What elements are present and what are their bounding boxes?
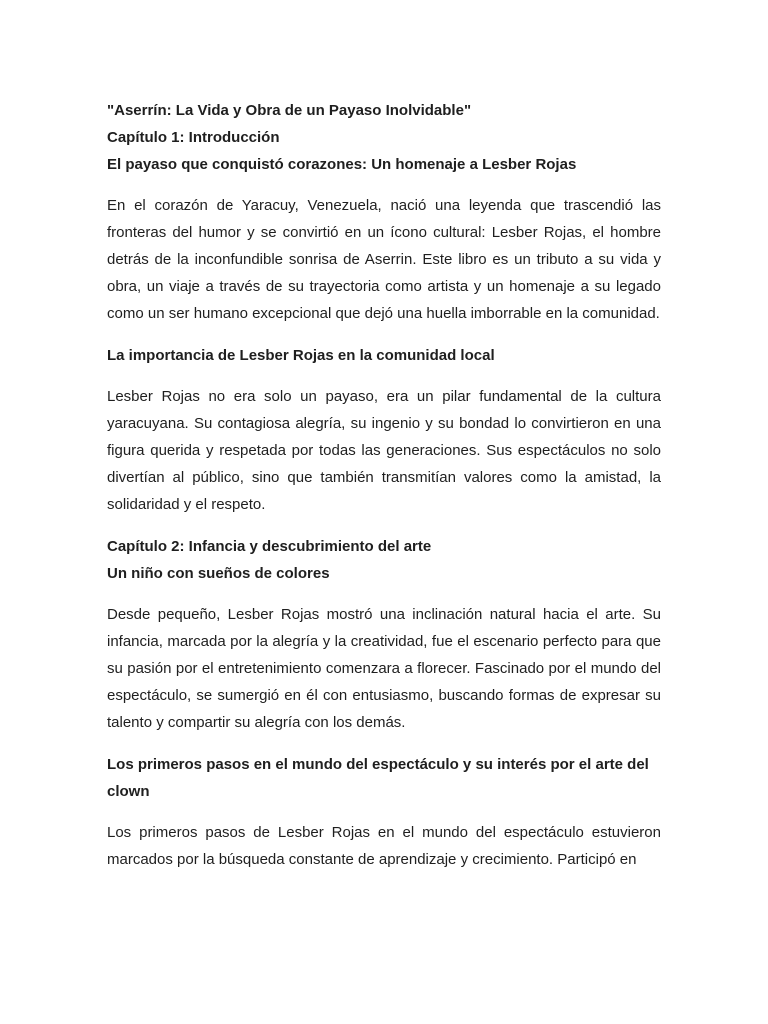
chapter-1-section-heading: La importancia de Lesber Rojas en la comunidad local [107, 347, 495, 364]
spacer [107, 178, 661, 192]
spacer [107, 587, 661, 601]
chapter-2-paragraph-1: Desde pequeño, Lesber Rojas mostró una inclinación natural hacia el arte. Su infancia, marcada por la alegría y la creatividad, fue el escenario perfecto para que su pasión por el entretenimiento comenzara a florecer. Fascinado por el mundo del espectáculo, se sumergió en él con entusiasmo, buscando formas de expresar su talento y compartir su alegría con los demás. [107, 606, 661, 731]
spacer [107, 805, 661, 819]
spacer [107, 736, 661, 751]
spacer [107, 369, 661, 383]
chapter-2-section-heading: Los primeros pasos en el mundo del espectáculo y su interés por el arte del clown [107, 756, 649, 800]
chapter-1-subheading: El payaso que conquistó corazones: Un homenaje a Lesber Rojas [107, 156, 577, 173]
spacer [107, 327, 661, 342]
chapter-1-paragraph-1: En el corazón de Yaracuy, Venezuela, nació una leyenda que trascendió las fronteras del humor y se convirtió en un ícono cultural: Lesber Rojas, el hombre detrás de la inconfundible sonrisa de Aserrin. Este libro es un tributo a su vida y obra, un viaje a través de su trayectoria como artista y un homenaje a su legado como un ser humano excepcional que dejó una huella imborrable en la comunidad. [107, 197, 661, 322]
chapter-2-heading: Capítulo 2: Infancia y descubrimiento del arte [107, 538, 432, 555]
document-title: "Aserrín: La Vida y Obra de un Payaso Inolvidable" [107, 102, 472, 119]
chapter-1-paragraph-2: Lesber Rojas no era solo un payaso, era un pilar fundamental de la cultura yaracuyana. Su contagiosa alegría, su ingenio y su bondad lo convirtieron en una figura querida y respetada por todas las generaciones. Sus espectáculos no solo divertían al público, sino que también transmitían valores como la amistad, la solidaridad y el respeto. [107, 388, 661, 513]
spacer [107, 518, 661, 533]
chapter-2-paragraph-2: Los primeros pasos de Lesber Rojas en el mundo del espectáculo estuvieron marcados por la búsqueda constante de aprendizaje y crecimiento. Participó en [107, 824, 661, 868]
chapter-2-subheading: Un niño con sueños de colores [107, 565, 330, 582]
chapter-1-heading: Capítulo 1: Introducción [107, 129, 280, 146]
